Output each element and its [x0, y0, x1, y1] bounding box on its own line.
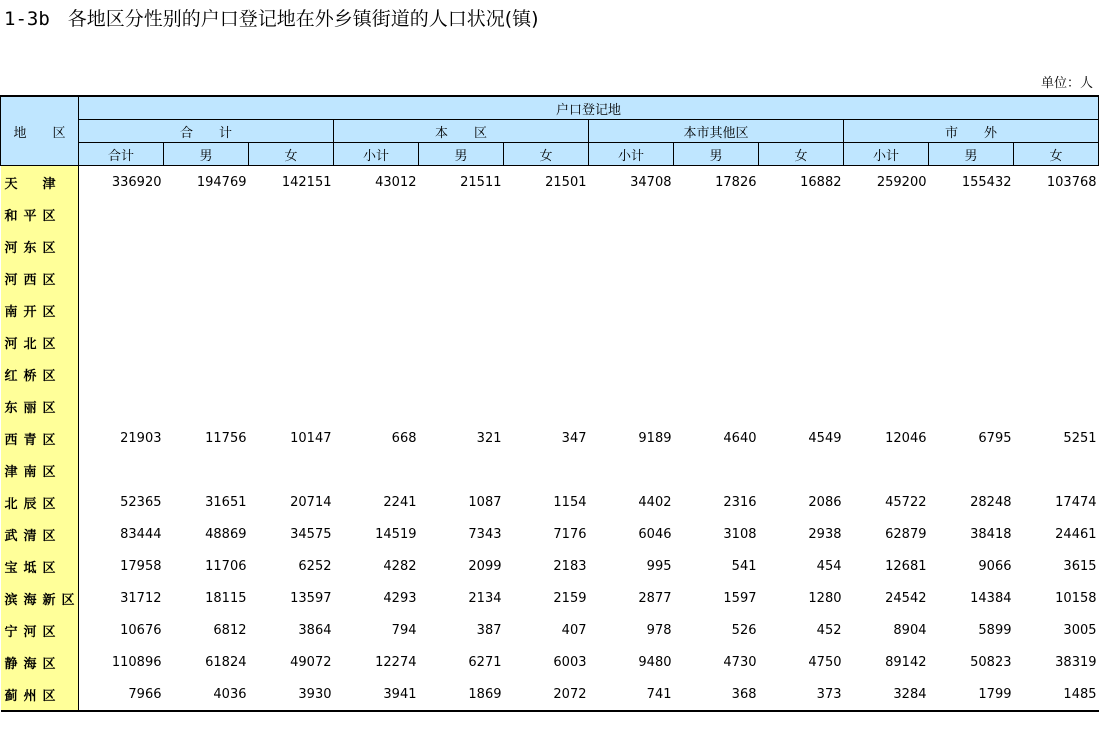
table-cell [674, 230, 759, 262]
table-cell: 61824 [205, 654, 247, 670]
table-cell [249, 390, 334, 422]
table-cell [249, 198, 334, 230]
table-cell: 2099 [468, 558, 502, 574]
table-cell: 20714 [290, 494, 332, 510]
table-cell: 34708 [630, 174, 672, 190]
table-cell: 17958 [120, 558, 162, 574]
table-cell: 49072 [290, 654, 332, 670]
region-name: 东丽区 [1, 390, 79, 422]
table-cell: 5899 [978, 622, 1012, 638]
table-cell [844, 326, 929, 358]
table-cell [674, 294, 759, 326]
table-row [1, 486, 1099, 518]
table-cell [589, 454, 674, 486]
region-name: 河北区 [1, 326, 79, 358]
table-cell: 387 [476, 622, 502, 638]
table-cell: 321 [476, 430, 502, 446]
table-cell [79, 294, 164, 326]
subcolumn-header: 女 [504, 143, 589, 166]
table-cell: 794 [391, 622, 417, 638]
table-row [1, 230, 1099, 262]
table-cell [674, 390, 759, 422]
table-cell: 10147 [290, 430, 332, 446]
table-cell [759, 358, 844, 390]
table-cell: 454 [816, 558, 842, 574]
table-cell: 407 [561, 622, 587, 638]
table-code: 1-3b [4, 8, 50, 30]
table-cell: 4282 [383, 558, 417, 574]
table-cell [419, 358, 504, 390]
region-name: 津南区 [1, 454, 79, 486]
table-cell: 4730 [723, 654, 757, 670]
table-cell [504, 326, 589, 358]
table-cell [334, 262, 419, 294]
group-header: 合 计 [79, 120, 334, 143]
table-cell: 4036 [164, 678, 249, 711]
table-cell: 668 [391, 430, 417, 446]
table-cell: 373 [759, 678, 844, 711]
table-row [1, 582, 1099, 614]
table-cell: 14519 [375, 526, 417, 542]
table-cell: 3864 [298, 622, 332, 638]
table-row [1, 422, 1099, 454]
table-cell [1014, 262, 1099, 294]
table-cell: 7966 [79, 678, 164, 711]
table-cell [334, 230, 419, 262]
table-cell: 978 [646, 622, 672, 638]
region-name: 南开区 [1, 294, 79, 326]
region-name: 河东区 [1, 230, 79, 262]
table-cell: 3108 [723, 526, 757, 542]
table-cell [674, 358, 759, 390]
table-cell [589, 294, 674, 326]
region-name: 滨海新区 [1, 582, 79, 614]
table-cell [929, 454, 1014, 486]
table-cell [674, 198, 759, 230]
table-cell [1014, 390, 1099, 422]
table-cell [79, 326, 164, 358]
table-cell [164, 262, 249, 294]
table-cell: 995 [646, 558, 672, 574]
table-cell [929, 262, 1014, 294]
table-cell: 24461 [1055, 526, 1097, 542]
table-cell: 2159 [553, 590, 587, 606]
table-cell [419, 198, 504, 230]
table-cell: 31712 [120, 590, 162, 606]
table-cell: 3005 [1063, 622, 1097, 638]
table-cell: 6003 [553, 654, 587, 670]
table-cell: 50823 [970, 654, 1012, 670]
table-cell: 155432 [961, 174, 1012, 190]
table-cell: 6812 [213, 622, 247, 638]
table-cell [504, 262, 589, 294]
table-cell [844, 230, 929, 262]
group-header: 本市其他区 [589, 120, 844, 143]
table-cell [334, 390, 419, 422]
subcolumn-header: 合计 [79, 143, 164, 166]
table-cell: 2072 [504, 678, 589, 711]
table-cell: 4640 [723, 430, 757, 446]
table-cell [929, 358, 1014, 390]
table-cell: 368 [674, 678, 759, 711]
table-cell: 741 [589, 678, 674, 711]
table-cell [164, 326, 249, 358]
table-cell: 7343 [468, 526, 502, 542]
table-cell: 89142 [885, 654, 927, 670]
table-cell [419, 230, 504, 262]
table-cell: 21903 [120, 430, 162, 446]
table-cell [589, 358, 674, 390]
table-cell: 1087 [468, 494, 502, 510]
table-cell: 259200 [876, 174, 927, 190]
table-cell: 6046 [638, 526, 672, 542]
group-header-row [1, 120, 1099, 143]
table-cell: 14384 [970, 590, 1012, 606]
table-cell: 2316 [723, 494, 757, 510]
table-cell [419, 262, 504, 294]
table-cell: 2183 [553, 558, 587, 574]
table-cell: 541 [731, 558, 757, 574]
page-title [4, 4, 539, 31]
table-cell [589, 390, 674, 422]
table-cell [164, 230, 249, 262]
table-row [1, 646, 1099, 678]
table-row [1, 614, 1099, 646]
table-row [1, 518, 1099, 550]
table-cell: 13597 [290, 590, 332, 606]
table-cell [504, 390, 589, 422]
table-cell [844, 390, 929, 422]
table-cell [759, 454, 844, 486]
table-cell [334, 294, 419, 326]
table-cell [164, 198, 249, 230]
region-name: 红桥区 [1, 358, 79, 390]
table-cell: 2086 [808, 494, 842, 510]
table-cell: 110896 [111, 654, 162, 670]
table-cell [249, 294, 334, 326]
table-cell: 7176 [553, 526, 587, 542]
table-cell: 2241 [383, 494, 417, 510]
subcolumn-header: 女 [759, 143, 844, 166]
table-cell [929, 230, 1014, 262]
table-cell [419, 454, 504, 486]
subcolumn-header: 男 [164, 143, 249, 166]
table-cell [844, 358, 929, 390]
table-row [1, 358, 1099, 390]
table-cell: 6271 [468, 654, 502, 670]
region-name: 天 津 [1, 166, 79, 199]
table-cell [674, 454, 759, 486]
region-header: 地 区 [1, 96, 79, 166]
table-cell: 3615 [1063, 558, 1097, 574]
table-cell [79, 390, 164, 422]
table-cell [164, 454, 249, 486]
table-cell: 1799 [929, 678, 1014, 711]
region-name: 蓟州区 [1, 678, 79, 711]
table-cell [844, 262, 929, 294]
table-cell [929, 326, 1014, 358]
table-cell: 17826 [715, 174, 757, 190]
table-cell: 52365 [120, 494, 162, 510]
table-cell: 17474 [1055, 494, 1097, 510]
table-cell: 9189 [638, 430, 672, 446]
table-cell: 12046 [885, 430, 927, 446]
table-cell: 1597 [723, 590, 757, 606]
region-name: 武清区 [1, 518, 79, 550]
table-cell [79, 358, 164, 390]
group-header: 市 外 [844, 120, 1099, 143]
table-cell: 452 [816, 622, 842, 638]
group-header: 本 区 [334, 120, 589, 143]
table-body [1, 166, 1099, 712]
table-cell [1014, 358, 1099, 390]
table-cell [674, 326, 759, 358]
table-cell [79, 230, 164, 262]
table-cell [589, 326, 674, 358]
region-name: 西青区 [1, 422, 79, 454]
table-cell [844, 294, 929, 326]
table-cell: 8904 [893, 622, 927, 638]
subcolumn-header: 小计 [589, 143, 674, 166]
table-cell [79, 198, 164, 230]
table-cell [759, 262, 844, 294]
table-cell [1014, 326, 1099, 358]
table-cell [504, 454, 589, 486]
table-cell: 10158 [1055, 590, 1097, 606]
table-cell: 48869 [205, 526, 247, 542]
table-cell [1014, 230, 1099, 262]
table-cell: 6252 [298, 558, 332, 574]
table-cell: 16882 [800, 174, 842, 190]
top-header: 户口登记地 [79, 96, 1099, 120]
table-cell: 526 [731, 622, 757, 638]
subcolumn-header: 小计 [334, 143, 419, 166]
table-cell: 11756 [205, 430, 247, 446]
table-cell [844, 454, 929, 486]
table-cell [759, 390, 844, 422]
table-cell [164, 294, 249, 326]
table-cell [504, 358, 589, 390]
table-cell: 45722 [885, 494, 927, 510]
table-cell: 3284 [844, 678, 929, 711]
table-cell [759, 294, 844, 326]
table-cell [929, 294, 1014, 326]
table-cell: 2877 [638, 590, 672, 606]
unit-label: 单位：人 [1040, 76, 1093, 91]
subcolumn-header: 女 [249, 143, 334, 166]
table-cell [419, 326, 504, 358]
table-cell: 347 [561, 430, 587, 446]
table-cell [419, 294, 504, 326]
table-row [1, 198, 1099, 230]
table-cell: 336920 [111, 174, 162, 190]
region-name: 河西区 [1, 262, 79, 294]
table-cell: 4750 [808, 654, 842, 670]
table-title: 各地区分性别的户口登记地在外乡镇街道的人口状况(镇) [67, 8, 539, 30]
subcolumn-header: 男 [674, 143, 759, 166]
table-row [1, 390, 1099, 422]
subcolumn-header: 女 [1014, 143, 1099, 166]
region-name: 和平区 [1, 198, 79, 230]
table-cell [1014, 294, 1099, 326]
table-cell [674, 262, 759, 294]
region-name: 宁河区 [1, 614, 79, 646]
subcolumn-header: 男 [929, 143, 1014, 166]
table-cell [929, 198, 1014, 230]
table-cell: 12681 [885, 558, 927, 574]
table-cell: 12274 [375, 654, 417, 670]
table-cell [334, 198, 419, 230]
table-cell: 1280 [808, 590, 842, 606]
table-cell: 11706 [205, 558, 247, 574]
table-cell [589, 198, 674, 230]
table-cell [759, 326, 844, 358]
table-row [1, 326, 1099, 358]
table-cell [79, 262, 164, 294]
table-cell [249, 454, 334, 486]
table-cell: 3941 [334, 678, 419, 711]
table-cell [1014, 198, 1099, 230]
table-cell: 10676 [120, 622, 162, 638]
table-cell: 3930 [249, 678, 334, 711]
table-cell: 4402 [638, 494, 672, 510]
table-cell: 1869 [419, 678, 504, 711]
table-cell [164, 390, 249, 422]
table-cell [759, 198, 844, 230]
table-cell [759, 230, 844, 262]
table-cell [334, 326, 419, 358]
subcolumn-header: 男 [419, 143, 504, 166]
table-cell: 4293 [383, 590, 417, 606]
table-cell: 34575 [290, 526, 332, 542]
table-row [1, 294, 1099, 326]
table-cell: 18115 [205, 590, 247, 606]
table-cell: 142151 [281, 174, 332, 190]
table-cell: 21501 [545, 174, 587, 190]
table-header [1, 96, 1099, 166]
table-cell [249, 262, 334, 294]
table-cell: 103768 [1046, 174, 1097, 190]
table-cell: 1485 [1014, 678, 1099, 711]
table-row [1, 550, 1099, 582]
table-cell: 9066 [978, 558, 1012, 574]
table-cell [844, 198, 929, 230]
table-cell [504, 230, 589, 262]
table-cell: 4549 [808, 430, 842, 446]
region-name: 静海区 [1, 646, 79, 678]
table-cell: 5251 [1063, 430, 1097, 446]
table-cell [334, 358, 419, 390]
table-cell: 194769 [196, 174, 247, 190]
table-cell: 24542 [885, 590, 927, 606]
table-cell [79, 454, 164, 486]
table-cell: 21511 [460, 174, 502, 190]
table-cell: 31651 [205, 494, 247, 510]
table-cell: 1154 [553, 494, 587, 510]
table-cell [589, 262, 674, 294]
table-cell: 38319 [1055, 654, 1097, 670]
table-cell [164, 358, 249, 390]
table-cell [504, 198, 589, 230]
table-cell [1014, 454, 1099, 486]
table-cell [589, 230, 674, 262]
table-row [1, 454, 1099, 486]
table-row [1, 166, 1099, 199]
table-cell: 28248 [970, 494, 1012, 510]
region-name: 北辰区 [1, 486, 79, 518]
table-cell: 2134 [468, 590, 502, 606]
table-cell: 38418 [970, 526, 1012, 542]
table-cell [504, 294, 589, 326]
table-row [1, 262, 1099, 294]
table-cell: 62879 [885, 526, 927, 542]
data-table [0, 95, 1099, 712]
region-name: 宝坻区 [1, 550, 79, 582]
subcolumn-header-row [1, 143, 1099, 166]
table-cell: 83444 [120, 526, 162, 542]
table-cell: 43012 [375, 174, 417, 190]
table-cell [929, 390, 1014, 422]
table-row [1, 678, 1099, 711]
table-cell: 9480 [638, 654, 672, 670]
table-cell: 2938 [808, 526, 842, 542]
table-cell [249, 326, 334, 358]
table-cell: 6795 [978, 430, 1012, 446]
subcolumn-header: 小计 [844, 143, 929, 166]
table-cell [419, 390, 504, 422]
table-cell [249, 358, 334, 390]
table-cell [334, 454, 419, 486]
table-cell [249, 230, 334, 262]
